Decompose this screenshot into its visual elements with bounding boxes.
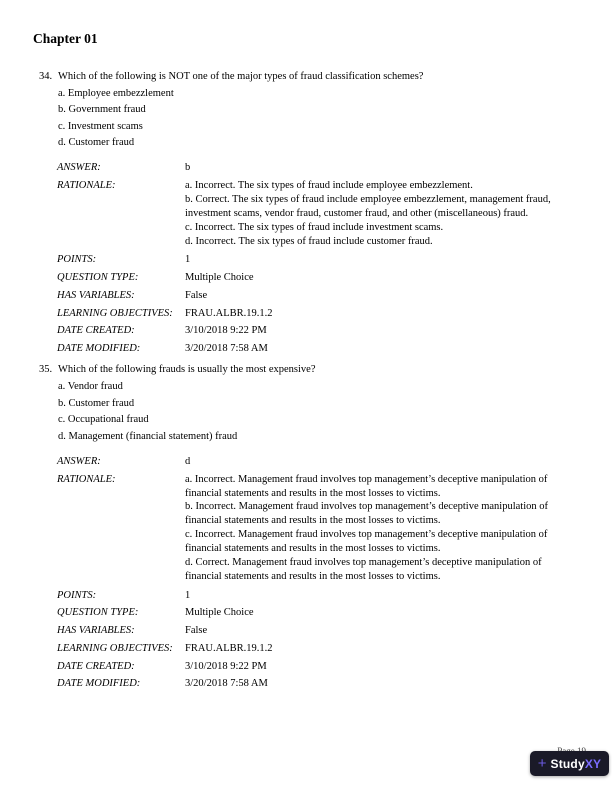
meta-row-date-created bbox=[57, 660, 576, 673]
meta-value: 3/20/2018 7:58 AM bbox=[185, 678, 268, 690]
meta-row-date-modified bbox=[57, 677, 576, 690]
question-line bbox=[39, 71, 576, 83]
meta-value: 1 bbox=[185, 254, 191, 266]
meta-value: 3/10/2018 9:22 PM bbox=[185, 325, 267, 337]
rationale-value bbox=[185, 179, 557, 249]
meta-value: 1 bbox=[185, 589, 191, 601]
meta-value: Multiple Choice bbox=[185, 272, 254, 284]
answer-label: ANSWER: bbox=[57, 162, 101, 174]
choice-b: b. Customer fraud bbox=[58, 397, 135, 409]
question-line bbox=[39, 364, 576, 376]
meta-row-learning-objectives bbox=[57, 307, 576, 320]
rationale-row bbox=[57, 473, 576, 584]
question-34 bbox=[39, 71, 576, 355]
rationale-row bbox=[57, 179, 576, 249]
choice-a: a. Vendor fraud bbox=[58, 381, 123, 393]
chapter-title: Chapter 01 bbox=[33, 31, 98, 46]
choice-a: a. Employee embezzlement bbox=[58, 87, 174, 99]
meta-label: DATE MODIFIED: bbox=[57, 678, 141, 690]
rationale-item-c: c. Incorrect. Management fraud involves top management’s deceptive manipulation of financial statements and results in the most losses to victims. bbox=[185, 529, 548, 555]
answer-row bbox=[57, 455, 576, 468]
meta-label: LEARNING OBJECTIVES: bbox=[57, 307, 173, 319]
rationale-label: RATIONALE: bbox=[57, 473, 116, 485]
meta-label: DATE CREATED: bbox=[57, 325, 135, 337]
meta-label: DATE MODIFIED: bbox=[57, 343, 141, 355]
meta-row-question-type bbox=[57, 606, 576, 619]
rationale-value bbox=[185, 473, 557, 584]
meta-value: False bbox=[185, 625, 208, 637]
meta-row-learning-objectives bbox=[57, 642, 576, 655]
answer-value: b bbox=[185, 162, 191, 174]
rationale-item-a: a. Incorrect. The six types of fraud include employee embezzlement. bbox=[185, 180, 473, 192]
rationale-item-d: d. Correct. Management fraud involves top management’s deceptive manipulation of financial statements and results in the most losses to victims. bbox=[185, 557, 542, 582]
meta-row-date-modified bbox=[57, 342, 576, 355]
question-fields bbox=[57, 455, 576, 691]
meta-label: QUESTION TYPE: bbox=[57, 607, 139, 619]
meta-row-date-created bbox=[57, 324, 576, 337]
studyxy-logo-text bbox=[551, 757, 602, 771]
meta-row-has-variables bbox=[57, 289, 576, 302]
meta-row-points bbox=[57, 589, 576, 602]
meta-row-question-type bbox=[57, 271, 576, 284]
meta-label: HAS VARIABLES: bbox=[57, 625, 135, 637]
meta-value: 3/20/2018 7:58 AM bbox=[185, 343, 268, 355]
question-text: Which of the following frauds is usually the most expensive? bbox=[58, 364, 316, 376]
meta-value: Multiple Choice bbox=[185, 607, 254, 619]
meta-label: LEARNING OBJECTIVES: bbox=[57, 642, 173, 654]
studyxy-logo[interactable] bbox=[530, 751, 609, 776]
choices-list bbox=[39, 88, 576, 150]
meta-value: FRAU.ALBR.19.1.2 bbox=[185, 642, 273, 654]
choice-c: c. Occupational fraud bbox=[58, 414, 149, 426]
meta-value: False bbox=[185, 289, 208, 301]
question-fields bbox=[57, 161, 576, 355]
meta-label: DATE CREATED: bbox=[57, 660, 135, 672]
question-number: 34. bbox=[39, 71, 53, 82]
rationale-label: RATIONALE: bbox=[57, 180, 116, 192]
answer-row bbox=[57, 161, 576, 174]
answer-value: d bbox=[185, 455, 191, 467]
meta-value: FRAU.ALBR.19.1.2 bbox=[185, 307, 273, 319]
choice-b: b. Government fraud bbox=[58, 104, 146, 116]
logo-text-primary: Study bbox=[550, 756, 585, 771]
logo-text-accent: XY bbox=[584, 756, 602, 771]
meta-row-points bbox=[57, 253, 576, 266]
meta-label: POINTS: bbox=[57, 254, 97, 266]
question-number: 35. bbox=[39, 364, 53, 376]
question-text: Which of the following is NOT one of the major types of fraud classification schemes? bbox=[58, 71, 424, 82]
rationale-item-a: a. Incorrect. Management fraud involves top management’s deceptive manipulation of financial statements and results in the most losses to victims. bbox=[185, 473, 548, 499]
meta-row-has-variables bbox=[57, 624, 576, 637]
choice-d: d. Customer fraud bbox=[58, 137, 135, 149]
meta-value: 3/10/2018 9:22 PM bbox=[185, 660, 267, 672]
question-35 bbox=[39, 364, 576, 690]
choices-list bbox=[39, 381, 576, 443]
choice-d: d. Management (financial statement) fraud bbox=[58, 430, 238, 442]
rationale-item-b: b. Incorrect. Management fraud involves top management’s deceptive manipulation of financial statements and results in the most losses to victims. bbox=[185, 501, 549, 527]
rationale-item-b: b. Correct. The six types of fraud include employee embezzlement, management fraud, investment scams, vendor fraud, customer fraud, and other (miscellaneous) fraud. bbox=[185, 194, 551, 219]
meta-label: QUESTION TYPE: bbox=[57, 272, 139, 284]
answer-label: ANSWER: bbox=[57, 455, 101, 467]
plus-icon: + bbox=[537, 755, 547, 772]
meta-label: POINTS: bbox=[57, 589, 97, 601]
choice-c: c. Investment scams bbox=[58, 120, 143, 132]
meta-label: HAS VARIABLES: bbox=[57, 289, 135, 301]
rationale-item-c: c. Incorrect. The six types of fraud include investment scams. bbox=[185, 221, 444, 233]
rationale-item-d: d. Incorrect. The six types of fraud include customer fraud. bbox=[185, 235, 433, 247]
